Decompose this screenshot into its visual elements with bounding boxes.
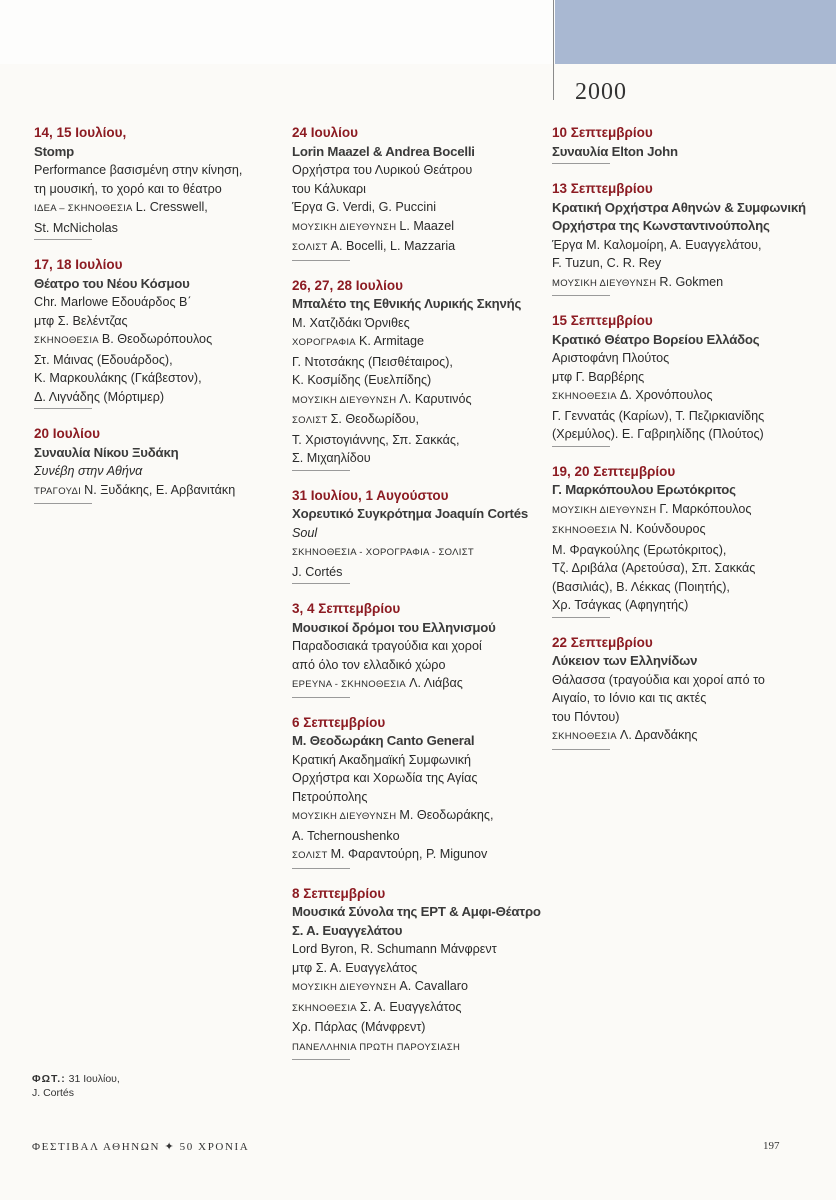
entry-line xyxy=(34,180,274,199)
line-text: μτφ Σ. Βελέντζας xyxy=(34,313,128,328)
line-text: Ν. Ξυδάκης, Ε. Αρβανιτάκη xyxy=(84,482,236,497)
credit-role: ΣΟΛΙΣΤ xyxy=(292,415,328,426)
entry-date: 19, 20 Σεπτεμβρίου xyxy=(552,463,676,479)
entry-line xyxy=(552,254,822,273)
line-text: A. Tchernoushenko xyxy=(292,828,400,843)
line-text: Ορχήστρα και Χορωδία της Αγίας xyxy=(292,771,478,785)
line-text: Γ. Ντοτσάκης (Πεισθέταιρος), xyxy=(292,354,453,369)
footer-title: ΦΕΣΤΙΒΑΛ ΑΘΗΝΩΝ ✦ 50 ΧΡΟΝΙΑ xyxy=(32,1141,250,1153)
program-entry xyxy=(34,256,274,409)
credit-line xyxy=(34,481,274,502)
photo-credit-label: ΦΩΤ.: xyxy=(32,1073,66,1085)
line-text: Ορχήστρα του Λυρικού Θεάτρου xyxy=(292,163,473,177)
credit-line xyxy=(552,500,822,521)
entry-line xyxy=(552,578,822,597)
entry-line xyxy=(552,349,822,368)
entry-line xyxy=(292,656,542,675)
entry-line xyxy=(292,431,542,450)
credit-line xyxy=(292,332,542,353)
entry-line xyxy=(34,312,274,331)
credit-line xyxy=(552,726,822,747)
line-text: Σ. Α. Ευαγγελάτος xyxy=(359,999,462,1014)
entry-date: 3, 4 Σεπτεμβρίου xyxy=(292,601,401,616)
line-text: Δ. Χρονόπουλος xyxy=(619,388,713,402)
header-blue-box xyxy=(555,0,836,64)
line-text: μτφ Σ. Α. Ευαγγελάτος xyxy=(292,960,418,975)
entry-date: 26, 27, 28 Ιουλίου xyxy=(292,277,404,293)
line-text: Αιγαίο, το Ιόνιο και τις ακτές xyxy=(552,691,707,705)
entry-date: 15 Σεπτεμβρίου xyxy=(552,313,653,328)
line-text: Χρ. Τσάγκας (Αφηγητής) xyxy=(552,598,689,612)
entry-divider xyxy=(34,503,92,504)
entry-line xyxy=(292,940,542,959)
credit-line xyxy=(292,217,542,238)
credit-role: ΣΚΗΝΟΘΕΣΙΑ xyxy=(552,525,617,536)
program-entry xyxy=(292,487,542,585)
credit-line xyxy=(292,806,542,827)
entry-date: 31 Ιουλίου, 1 Αυγούστου xyxy=(292,487,449,503)
entry-divider xyxy=(34,408,92,409)
entry-line xyxy=(292,788,542,807)
entry-line xyxy=(292,563,542,582)
credit-line xyxy=(552,273,822,294)
line-text: Λ. Λιάβας xyxy=(409,676,463,690)
entry-line xyxy=(292,198,542,217)
credit-line xyxy=(34,198,274,219)
entry-title: Συναυλία Νίκου Ξυδάκη xyxy=(34,444,179,460)
entry-date: 6 Σεπτεμβρίου xyxy=(292,714,386,730)
credit-role: ΠΑΝΕΛΛΗΝΙΑ ΠΡΩΤΗ ΠΑΡΟΥΣΙΑΣΗ xyxy=(292,1041,461,1053)
entry-date: 22 Σεπτεμβρίου xyxy=(552,634,653,650)
line-text: Παραδοσιακά τραγούδια και χοροί xyxy=(292,639,482,653)
entry-date: 10 Σεπτεμβρίου xyxy=(552,125,653,140)
line-text: Δ. Λιγνάδης (Μόρτιμερ) xyxy=(34,389,165,404)
line-text: Κ. Μαρκουλάκης (Γκάβεστον), xyxy=(34,371,202,385)
line-text: St. McNicholas xyxy=(34,220,118,235)
entry-title: Γ. Μαρκόπουλου Ερωτόκριτος xyxy=(552,482,736,497)
entry-divider xyxy=(292,697,350,698)
year-heading: 2000 xyxy=(575,79,627,105)
column-1 xyxy=(34,124,274,520)
line-text: A. Cavallaro xyxy=(399,979,469,993)
entry-line xyxy=(292,959,542,978)
line-text: L. Maazel xyxy=(399,218,455,233)
entry-title: Μ. Θεοδωράκη Canto General xyxy=(292,733,475,748)
entry-line xyxy=(292,769,542,788)
year-rule xyxy=(553,0,554,100)
credit-role: ΜΟΥΣΙΚΗ ΔΙΕΥΘΥΝΣΗ xyxy=(292,221,397,233)
credit-line xyxy=(292,390,542,411)
program-entry xyxy=(292,600,542,698)
entry-line xyxy=(34,388,274,407)
credit-line xyxy=(34,330,274,351)
entry-line xyxy=(552,236,822,255)
program-entry xyxy=(292,124,542,261)
photo-credit-line1: 31 Ιουλίου, xyxy=(68,1073,120,1085)
program-entry xyxy=(34,124,274,240)
line-text: Chr. Marlowe Εδουάρδος Β΄ xyxy=(34,295,192,309)
line-text: F. Tuzun, C. R. Rey xyxy=(552,256,662,270)
entry-line xyxy=(292,314,542,333)
entry-line xyxy=(292,161,542,180)
credit-line xyxy=(292,410,542,431)
credit-role: ΜΟΥΣΙΚΗ ΔΙΕΥΘΥΝΣΗ xyxy=(292,811,397,822)
line-text: Χρ. Πάρλας (Μάνφρεντ) xyxy=(292,1020,426,1034)
line-text: K. Armitage xyxy=(358,334,425,348)
line-text: (Βασιλιάς), Β. Λέκκας (Ποιητής), xyxy=(552,579,730,594)
entry-title: Κρατικό Θέατρο Βορείου Ελλάδος xyxy=(552,331,760,347)
line-text: Τ. Χριστογιάννης, Σπ. Σακκάς, xyxy=(292,432,460,447)
entry-line xyxy=(292,1018,542,1037)
program-entry xyxy=(552,634,822,750)
line-text: R. Gokmen xyxy=(659,274,724,289)
credit-role: ΣΚΗΝΟΘΕΣΙΑ xyxy=(34,335,99,346)
line-text: Σ. Θεοδωρίδου, xyxy=(330,412,419,426)
entry-line xyxy=(292,353,542,372)
entry-line xyxy=(552,596,822,615)
line-text: Ν. Κούνδουρος xyxy=(619,522,706,536)
entry-divider xyxy=(292,1059,350,1060)
line-text: Soul xyxy=(292,525,318,540)
credit-role: ΣΚΗΝΟΘΕΣΙΑ xyxy=(292,1002,357,1014)
program-entry xyxy=(552,180,822,296)
credit-line xyxy=(552,386,822,407)
credit-line xyxy=(292,845,542,866)
entry-line xyxy=(552,689,822,708)
line-text: μτφ Γ. Βαρβέρης xyxy=(552,369,645,384)
entry-title: Συναυλία Elton John xyxy=(552,143,678,159)
entry-title: Θέατρο του Νέου Κόσμου xyxy=(34,275,190,291)
line-text: J. Cortés xyxy=(292,564,343,579)
entry-divider xyxy=(552,617,610,618)
credit-role: ΣΚΗΝΟΘΕΣΙΑ - ΧΟΡΟΓΡΑΦΙΑ - ΣΟΛΙΣΤ xyxy=(292,547,475,558)
column-2 xyxy=(292,124,542,1076)
credit-role: ΜΟΥΣΙΚΗ ΔΙΕΥΘΥΝΣΗ xyxy=(552,277,657,289)
entry-line xyxy=(552,541,822,560)
entry-line xyxy=(292,371,542,390)
entry-title: Lorin Maazel & Andrea Bocelli xyxy=(292,143,475,159)
entry-date: 20 Ιουλίου xyxy=(34,426,100,441)
line-text: του Πόντου) xyxy=(552,709,620,724)
line-text: Λ. Καρυτινός xyxy=(399,391,472,406)
line-text: τη μουσική, το χορό και το θέατρο xyxy=(34,181,222,196)
credit-line xyxy=(292,674,542,695)
entry-divider xyxy=(552,749,610,750)
entry-divider xyxy=(552,295,610,296)
line-text: Μ. Χατζιδάκι Όρνιθες xyxy=(292,315,410,330)
entry-divider xyxy=(552,163,610,164)
entry-line xyxy=(292,524,542,543)
line-text: Θάλασσα (τραγούδια και χοροί από το xyxy=(552,672,765,687)
line-text: από όλο τον ελλαδικό χώρο xyxy=(292,657,446,672)
entry-line xyxy=(292,449,542,468)
entry-line xyxy=(552,425,822,444)
entry-line xyxy=(552,368,822,387)
credit-role: ΜΟΥΣΙΚΗ ΔΙΕΥΘΥΝΣΗ xyxy=(292,394,397,406)
entry-line xyxy=(292,827,542,846)
line-text: L. Cresswell, xyxy=(135,200,208,214)
credit-line xyxy=(292,542,542,563)
line-text: Μ. Φραγκούλης (Ερωτόκριτος), xyxy=(552,542,727,557)
entry-divider xyxy=(34,239,92,240)
line-text: Συνέβη στην Αθήνα xyxy=(34,464,143,478)
entry-line xyxy=(34,462,274,481)
entry-divider xyxy=(292,470,350,471)
photo-credit-line2: J. Cortés xyxy=(32,1087,75,1099)
entry-date: 24 Ιουλίου xyxy=(292,125,358,140)
line-text: Έργα Μ. Καλομοίρη, Α. Ευαγγελάτου, xyxy=(552,237,762,252)
entry-title: Μουσικά Σύνολα της ΕΡΤ & Αμφι-Θέατρο Σ. Α. Ευαγγελάτου xyxy=(292,904,541,938)
entry-divider xyxy=(292,583,350,584)
entry-title: Κρατική Ορχήστρα Αθηνών & Συμφωνική Ορχήστρα της Κωνσταντινούπολης xyxy=(552,199,806,233)
line-text: Lord Byron, R. Schumann Μάνφρεντ xyxy=(292,942,497,956)
program-entry xyxy=(552,312,822,447)
entry-title: Λύκειον των Ελληνίδων xyxy=(552,653,698,668)
credit-role: ΤΡΑΓΟΥΔΙ xyxy=(34,485,82,497)
line-text: Γ. Γεννατάς (Καρίων), Τ. Πεζιρκιανίδης xyxy=(552,408,765,423)
column-3 xyxy=(552,124,822,766)
line-text: Σ. Μιχαηλίδου xyxy=(292,451,371,465)
line-text: Πετρούπολης xyxy=(292,789,368,804)
credit-line xyxy=(292,998,542,1019)
entry-line xyxy=(292,180,542,199)
entry-line xyxy=(34,161,274,180)
entry-line xyxy=(34,293,274,312)
entry-title: Χορευτικό Συγκρότημα Joaquín Cortés xyxy=(292,506,529,521)
page-number: 197 xyxy=(763,1140,780,1152)
line-text: του Κάλυκαρι xyxy=(292,181,366,196)
entry-line xyxy=(34,369,274,388)
line-text: Στ. Μάινας (Εδουάρδος), xyxy=(34,352,173,367)
entry-divider xyxy=(552,446,610,447)
line-text: Γ. Μαρκόπουλος xyxy=(659,501,752,516)
line-text: (Χρεμύλος). Ε. Γαβριηλίδης (Πλούτος) xyxy=(552,427,764,441)
credit-line xyxy=(552,520,822,541)
line-text: Performance βασισμένη στην κίνηση, xyxy=(34,163,243,177)
program-entry xyxy=(552,463,822,618)
credit-role: ΣΚΗΝΟΘΕΣΙΑ xyxy=(552,391,617,402)
entry-date: 14, 15 Ιουλίου, xyxy=(34,125,127,140)
credit-line xyxy=(292,237,542,258)
line-text: A. Bocelli, L. Mazzaria xyxy=(330,239,456,253)
entry-date: 8 Σεπτεμβρίου xyxy=(292,885,386,901)
entry-line xyxy=(34,351,274,370)
line-text: Αριστοφάνη Πλούτος xyxy=(552,351,670,365)
line-text: Τζ. Δριβάλα (Αρετούσα), Σπ. Σακκάς xyxy=(552,561,756,575)
credit-role: ΣΟΛΙΣΤ xyxy=(292,850,328,861)
entry-line xyxy=(552,671,822,690)
credit-role: ΜΟΥΣΙΚΗ ΔΙΕΥΘΥΝΣΗ xyxy=(292,982,397,993)
entry-line xyxy=(552,407,822,426)
line-text: Κρατική Ακαδημαϊκή Συμφωνική xyxy=(292,752,472,767)
program-entry xyxy=(34,425,274,504)
entry-title: Stomp xyxy=(34,143,75,159)
credit-line xyxy=(292,977,542,998)
credit-role: ΕΡΕΥΝΑ - ΣΚΗΝΟΘΕΣΙΑ xyxy=(292,679,407,690)
entry-line xyxy=(552,559,822,578)
entry-line xyxy=(34,219,274,238)
program-entry xyxy=(552,124,822,164)
line-text: Κ. Κοσμίδης (Ευελπίδης) xyxy=(292,373,432,387)
entry-title: Μπαλέτο της Εθνικής Λυρικής Σκηνής xyxy=(292,296,522,311)
line-text: Λ. Δρανδάκης xyxy=(619,728,698,742)
entry-divider xyxy=(292,260,350,261)
program-entry xyxy=(292,277,542,471)
entry-line xyxy=(292,637,542,656)
entry-divider xyxy=(292,868,350,869)
program-entry xyxy=(292,885,542,1061)
credit-role: ΣΟΛΙΣΤ xyxy=(292,242,328,253)
photo-credit xyxy=(32,1072,120,1100)
entry-line xyxy=(552,708,822,727)
entry-title: Μουσικοί δρόμοι του Ελληνισμού xyxy=(292,619,496,635)
credit-role: ΧΟΡΟΓΡΑΦΙΑ xyxy=(292,337,356,348)
entry-line xyxy=(292,751,542,770)
credit-role: ΙΔΕΑ – ΣΚΗΝΟΘΕΣΙΑ xyxy=(34,203,133,214)
line-text: Μ. Θεοδωράκης, xyxy=(399,808,494,822)
program-entry xyxy=(292,714,542,869)
entry-date: 17, 18 Ιουλίου xyxy=(34,257,123,272)
line-text: Β. Θεοδωρόπουλος xyxy=(101,332,213,346)
line-text: Μ. Φαραντούρη, P. Migunov xyxy=(330,847,488,861)
credit-role: ΣΚΗΝΟΘΕΣΙΑ xyxy=(552,731,617,742)
line-text: Έργα G. Verdi, G. Puccini xyxy=(292,200,437,214)
credit-role: ΜΟΥΣΙΚΗ ΔΙΕΥΘΥΝΣΗ xyxy=(552,504,657,516)
entry-date: 13 Σεπτεμβρίου xyxy=(552,181,653,196)
credit-line xyxy=(292,1037,542,1058)
